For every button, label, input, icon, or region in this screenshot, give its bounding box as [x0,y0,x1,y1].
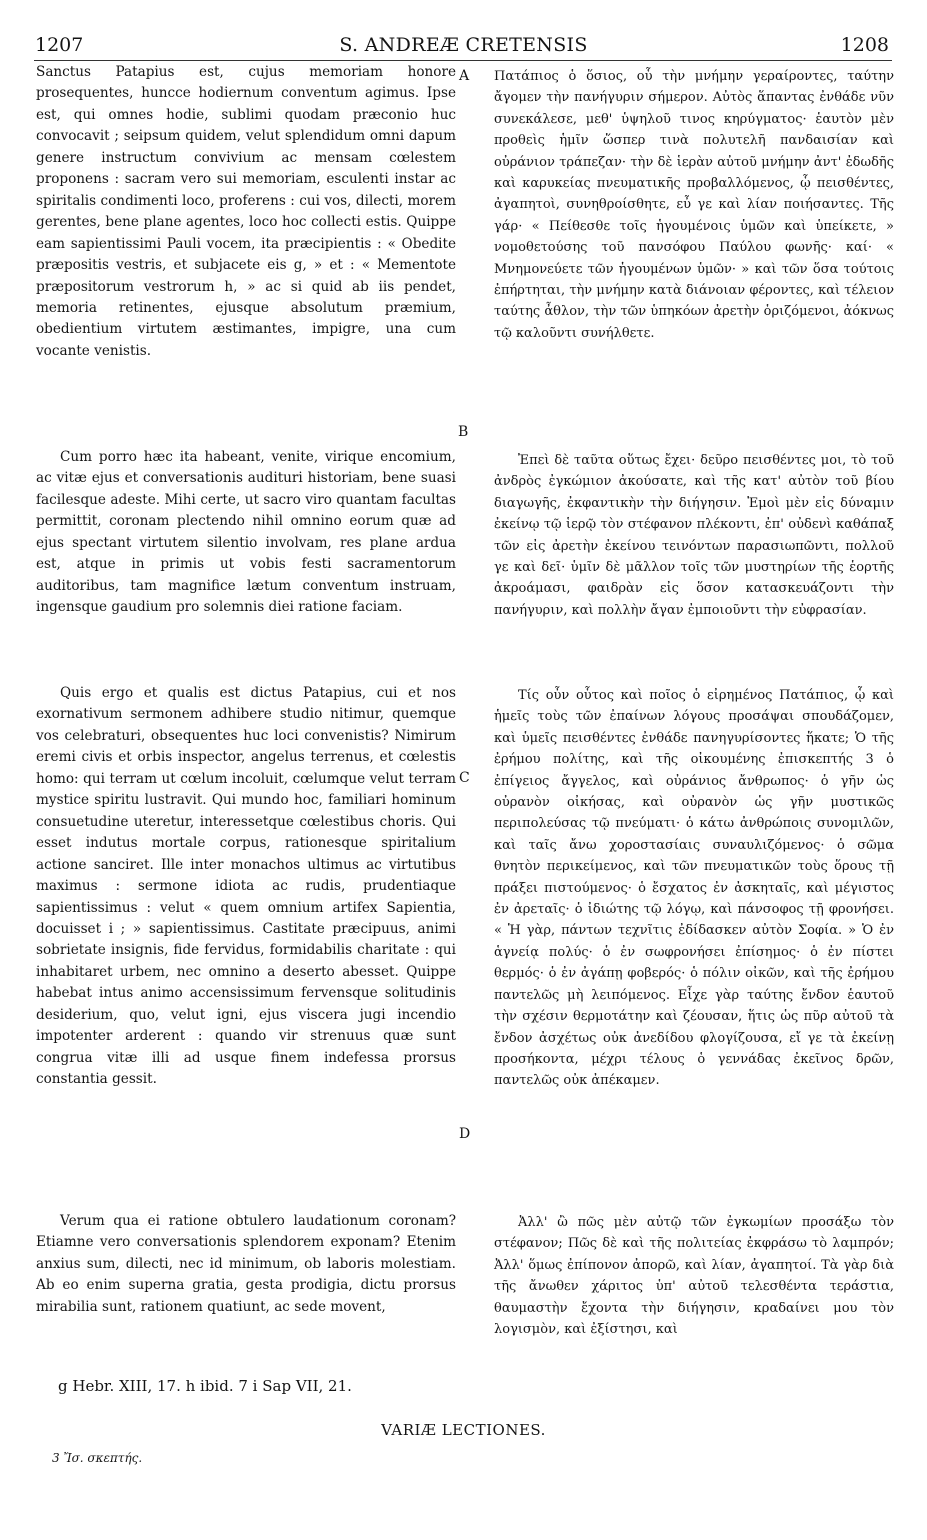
footnotes: g Hebr. XIII, 17. h ibid. 7 i Sap VII, 21. [58,1377,352,1395]
page-number-right: 1208 [840,34,889,56]
latin-paragraph: Sanctus Patapius est, cujus memoriam honore prosequentes, huncce hodiernum conventum agimus. Ipse est, qui omnes hodie, sublimi quodam præconio huc convocavit ; seipsum quidem, velut splendidum omni dapum genere instructum convivium ac mensam cœlestem proponens : sacram vero sui memoriam, esculenti instar ac spiritalis condimenti loco, proferens : cui vos, dilecti, morem gerentes, bene plane agentes, loco hoc collecti estis. Quippe eam sapientissimi Pauli vocem, ita præcipientis : « Obedite præpositis vestris, et subjacete eis g, » et : « Mementote præpositorum vestrorum h, » ac si quid ab iis pendet, memoria retinentes, ejusque absolutum præmium, obedientium virtutem æstimantes, impigre, una cum vocante venistis. [36,64,456,359]
margin-marker-c: C [459,770,470,786]
running-title: S. ANDREÆ CRETENSIS [339,34,588,56]
latin-paragraph: Quis ergo et qualis est dictus Patapius, cui et nos exornativum sermonem adhibere studio nitimur, quemque vos celebraturi, obsequentes huc loci convenistis? Nimirum eremi civis et orbis inspector, angelus terrenus, et cœlestis homo: qui terram ut cœlum incoluit, cœlumque velut terram mystice spiritu lustravit. Qui mundo hoc, familiari hominum consuetudine uteretur, interessetque cœlestibus choris. Qui esset indutus mortale corpus, rationesque spiritalium actione sanciret. Ille inter monachos ultimus ac virtutibus maximus : sermone idiota ac rudis, prudentiaque sapientissimus : velut « quem omnium artifex Sapientia, docuisset i ; » sapientissimus. Castitate præcipuus, animi sobrietate insignis, fide fervidus, formidabilis charitate : qui inhabitaret urbem, nec omnino a deserto abesset. Quippe habebat intus animo accensissimum fervensque solitudinis desiderium, quo, velut igni, ejus viscera jugi incendio impotenter arderent : quando vir strenuus quæ sunt congrua vitæ illi ad usque finem indefessa prorsus constantia gessit. [36,685,456,1088]
margin-marker-b: B [458,424,469,440]
greek-paragraph: Πατάπιος ὁ ὅσιος, οὗ τὴν μνήμην γεραίροντες, ταύτην ἄγομεν τὴν πανήγυριν σήμερον. Αὐτὸς ἅπαντας ἐνθάδε νῦν συνεκάλεσε, μεθ' ὑψηλοῦ τινος κηρύγματος· ἑαυτὸν μὲν προθεὶς ἡμῖν ὥσπερ τινὰ πολυτελῆ πανδαισίαν καὶ οὐράνιον τράπεζαν· τὴν δὲ ἱερὰν αὐτοῦ μνήμην ἀντ' ἐδωδῆς καὶ καρυκείας πνευματικῆς προβαλλόμενος, ᾧ πεισθέντες, ἀγαπητοὶ, συνηθροίσθητε, εὖ γε καὶ λίαν ποιήσαντες. Τῆς γάρ· « Πείθεσθε τοῖς ἡγουμένοις ὑμῶν καὶ ὑπείκετε, » νομοθετούσης τοῦ πανσόφου Παύλου φωνῆς· καί· « Μνημονεύετε τῶν ἡγουμένων ὑμῶν· » καὶ τῶν ὅσα τούτοις ἐπήρτηται, τὴν μνήμην κατὰ διάνοιαν φέροντες, καὶ τέλειον ταύτης ἆθλον, τὴν τῶν ὑπηκόων ἀρετὴν ὁριζόμενοι, ἀόκνως τῷ καλοῦντι συνήλθετε. [494,69,894,341]
margin-marker-a: A [459,68,470,84]
greek-paragraph: Τίς οὖν οὗτος καὶ ποῖος ὁ εἰρημένος Πατάπιος, ᾧ καὶ ἡμεῖς τοὺς τῶν ἐπαίνων λόγους προσάψαι σπουδάζομεν, καὶ ὑμεῖς πεισθέντες ἐνθάδε πανηγυρίσοντες ἥκατε; Ὁ τῆς ἐρήμου πολίτης, καὶ τῆς οἰκουμένης ἐπισκεπτής 3 ὁ ἐπίγειος ἄγγελος, καὶ οὐράνιος ἄνθρωπος· ὁ γῆν ὡς οὐρανὸν οἰκήσας, καὶ οὐρανὸν ὡς γῆν μυστικῶς περιπολεύσας τῷ πνεύματι· ὁ κάτω ἀνθρώποις συνομιλῶν, καὶ ταῖς ἄνω χοροστασίαις συναυλιζόμενος· ὁ σῶμα θνητὸν περικείμενος, καὶ τῶν πνευματικῶν τοὺς ὅρους τῇ πράξει πιστούμενος· ὁ ἔσχατος ἐν ἀσκηταῖς, καὶ μέγιστος ἐν ἀρεταῖς· ὁ ἰδιώτης τῷ λόγῳ, καὶ πάνσοφος τῇ φρονήσει. « Ἡ γὰρ, πάντων τεχνῖτις ἐδίδασκεν αὐτὸν Σοφία. » Ὁ ἐν ἁγνείᾳ πολύς· ὁ ἐν σωφρονήσει ἐπίσημος· ὁ ἐν πίστει θερμός· ὁ ἐν ἀγάπῃ φοβερός· ὁ πόλιν οἰκῶν, καὶ τῆς ἐρήμου παντελῶς μὴ λειπόμενος. Εἶχε γὰρ ταύτης ἔνδον ἑαυτοῦ τὴν σχέσιν θερμοτάτην καὶ ζέουσαν, ἥτις ὡς πῦρ αὐτοῦ τὰ ἔνδον ἀσχέτως οὐκ ἀνεδίδου φλογίζουσα, εἴ γε τὰ ἐκείνῃ προσήκοντα, μέχρι τέλους ὁ γεννάδας ἐκεῖνος δρῶν, παντελῶς οὐκ ἀπέκαμεν. [494,688,894,1089]
greek-paragraph: Ἐπεὶ δὲ ταῦτα οὕτως ἔχει· δεῦρο πεισθέντες μοι, τὸ τοῦ ἀνδρὸς ἐγκώμιον ἀκούσατε, καὶ τῆς κατ' αὐτὸν τοῦ βίου διαγωγῆς, ἐκφαντικὴν τὴν διήγησιν. Ἐμοὶ μὲν εἰς δύναμιν ἐκείνῳ τῷ ἱερῷ τὸν στέφανον πλέκοντι, ἐπ' οὐδενὶ καθάπαξ τῶν εἰς ἀρετὴν ἐκείνου τεινόντων παρασιωπῶντι, πολλοῦ γε καὶ δεῖ· ὑμῖν δὲ μᾶλλον τοῖς τῶν μυστηρίων τῆς ἑορτῆς ἀκροάμασι, φαιδρὰν εἰς ὅσον κατασκευάζοντι τὴν πανήγυριν, καὶ πολλὴν ἄγαν ἐμποιοῦντι τὴν εὐφρασίαν. [494,453,894,618]
margin-marker-d: D [459,1126,471,1142]
variae-lectiones-title: VARIÆ LECTIONES. [381,1421,546,1439]
greek-paragraph: Ἀλλ' ὢ πῶς μὲν αὐτῷ τῶν ἐγκωμίων προσάξω τὸν στέφανον; Πῶς δὲ καὶ τῆς πολιτείας ἐκφράσω τὸ λαμπρόν; Ἀλλ' ὅμως ἐπίπονον ἀπορῶ, καὶ λίαν, ἀγαπητοί. Τὰ γὰρ διὰ τῆς ἄνωθεν χάριτος ὑπ' αὐτοῦ τελεσθέντα τεράστια, θαυμαστὴν ἔχοντα τὴν διήγησιν, κραδαίνει μου τὸν λογισμὸν, καὶ ἐξίστησι, καὶ [494,1215,894,1338]
latin-paragraph: Verum qua ei ratione obtulero laudationum coronam? Etiamne vero conversationis splendorem exponam? Etenim anxius sum, dilecti, nec id minimum, ob laboris molestiam. Ab eo enim superna gratia, gesta prodigia, dictu prorsus mirabilia sunt, rationem quatiunt, ac sede movent, [36,1213,456,1315]
latin-paragraph: Cum porro hæc ita habeant, venite, virique encomium, ac vitæ ejus et conversationis audituri historiam, bene suasi facilesque adeste. Mihi certe, ut sacro viro quantam facultas permittit, coronam plectendo nihil omnino eorum quæ ad ejus spectant virtutem silentio involvam, res plane ardua est, atque in primis ut vobis festi sacramentorum auditoribus, tam magnifice lætum conventum instruam, ingensque gaudium pro solemnis diei ratione faciam. [36,449,456,616]
header-rule [34,60,892,61]
page-number-left: 1207 [35,34,84,56]
variae-lectiones-note: 3 Ἴσ. σκεπτής. [52,1451,143,1465]
